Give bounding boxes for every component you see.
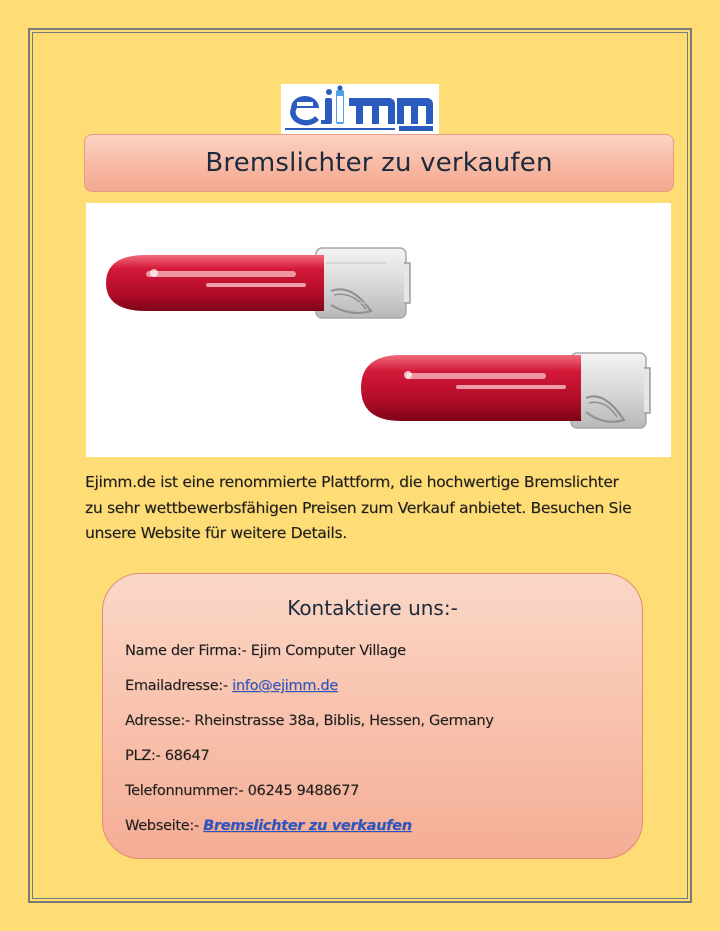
ejimm-logo (281, 84, 439, 134)
title-banner (84, 134, 674, 192)
company-line (125, 643, 406, 659)
website-link[interactable]: Bremslichter zu verkaufen (203, 818, 412, 834)
intro-paragraph (85, 470, 685, 547)
address-line (125, 713, 494, 729)
contact-heading: Kontaktiere uns:- (287, 596, 458, 620)
bulb-1 (106, 248, 410, 318)
intro-line-2: zu sehr wettbewerbsfähigen Preisen zum Verkauf anbietet. Besuchen Sie (85, 498, 632, 517)
email-label: Emailadresse:- (125, 678, 233, 694)
phone-label: Telefonnummer:- (125, 783, 248, 799)
bulb-2 (361, 353, 650, 428)
address-value: Rheinstrasse 38a, Biblis, Hessen, Germany (194, 713, 494, 729)
zip-line (125, 748, 209, 764)
contact-box (102, 573, 643, 859)
email-link[interactable]: info@ejimm.de (232, 678, 338, 694)
intro-line-1: Ejimm.de ist eine renommierte Plattform, die hochwertige Bremslichter (85, 473, 619, 491)
intro-line-3: unsere Website für weitere Details. (85, 524, 347, 542)
phone-value: 06245 9488677 (247, 783, 360, 799)
company-value: Ejim Computer Village (250, 643, 406, 659)
zip-value: 68647 (164, 748, 210, 764)
website-label: Webseite:- (125, 818, 204, 834)
address-label: Adresse:- (125, 713, 195, 729)
page-title: Bremslichter zu verkaufen (205, 148, 553, 178)
zip-label: PLZ:- (125, 748, 165, 764)
email-line (125, 678, 338, 694)
website-line (125, 818, 412, 834)
brake-light-bulbs-photo (86, 203, 671, 457)
company-label: Name der Firma:- (125, 643, 251, 659)
phone-line (125, 783, 359, 799)
